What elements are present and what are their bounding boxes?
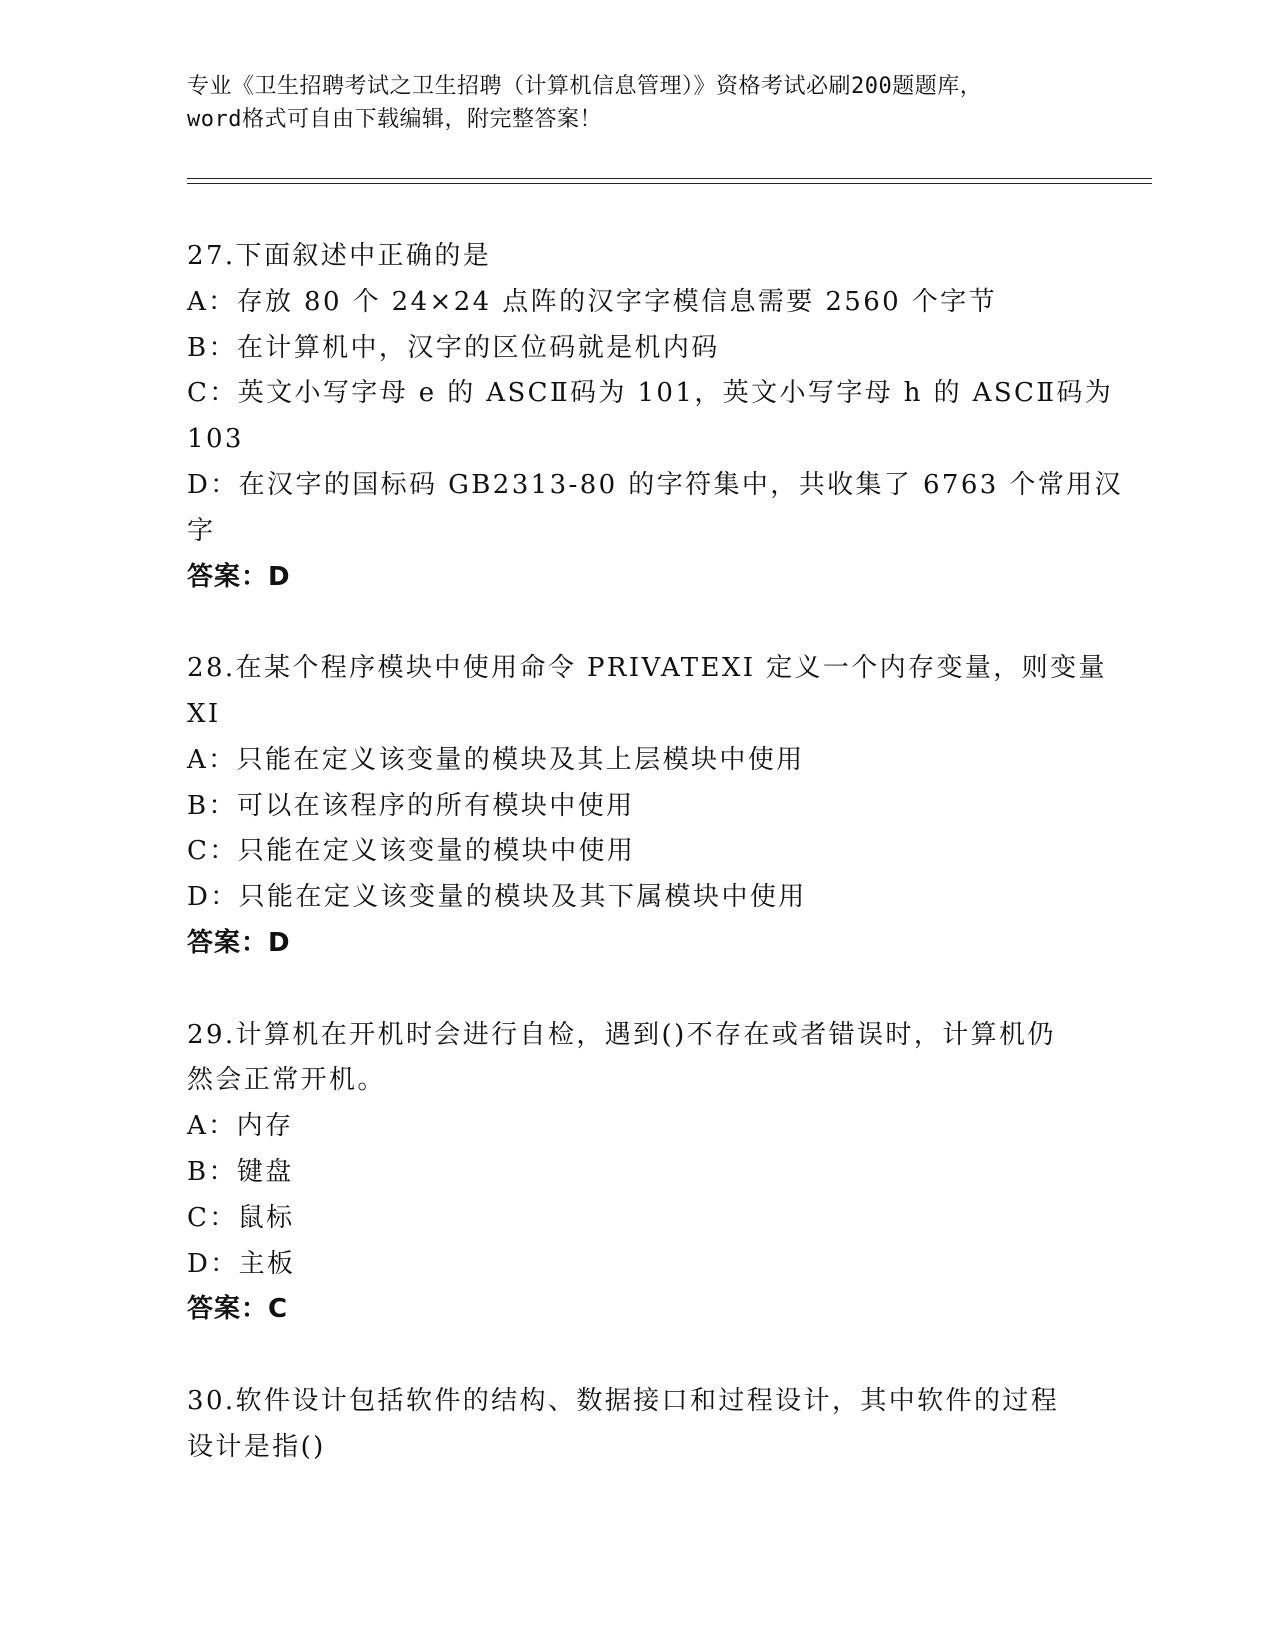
question-block [187,234,1123,600]
question-block [187,1013,1087,1334]
option-line: B：在计算机中，汉字的区位码就是机内码 [187,332,720,363]
option-line: A：内存 [187,1111,294,1142]
question-block [187,1379,1087,1471]
option-line: A：只能在定义该变量的模块及其上层模块中使用 [187,744,805,775]
option-line: 字 [187,515,216,546]
header-line-1: 专业《卫生招聘考试之卫生招聘（计算机信息管理）》资格考试必刷200题题库， [187,74,983,99]
question-stem-line: XI [187,698,221,729]
option-line: 103 [187,424,244,455]
option-line: D：只能在定义该变量的模块及其下属模块中使用 [187,882,807,913]
option-line: D：在汉字的国标码 GB2313-80 的字符集中，共收集了 6763 个常用汉 [187,469,1123,500]
question-block [187,646,1107,967]
header-line-2: word格式可自由下载编辑，附完整答案！ [187,107,602,132]
answer-line: 答案：D [187,561,291,592]
option-line: C：只能在定义该变量的模块中使用 [187,836,636,867]
document-header [187,70,1087,136]
option-line: C：英文小写字母 e 的 ASCⅡ码为 101，英文小写字母 h 的 ASCⅡ码为 [187,378,1114,409]
answer-line: 答案：C [187,1294,289,1325]
question-stem-line: 29.计算机在开机时会进行自检，遇到()不存在或者错误时，计算机仍 [187,1019,1056,1050]
question-stem-line: 设计是指() [187,1431,326,1462]
answer-line: 答案：D [187,927,291,958]
header-divider-top [187,178,1152,179]
question-stem-line: 然会正常开机。 [187,1065,386,1096]
option-line: B：键盘 [187,1156,294,1187]
question-stem-line: 30.软件设计包括软件的结构、数据接口和过程设计，其中软件的过程 [187,1385,1060,1416]
option-line: D：主板 [187,1248,296,1279]
option-line: B：可以在该程序的所有模块中使用 [187,790,635,821]
header-divider-bottom [187,183,1152,184]
option-line: C：鼠标 [187,1202,295,1233]
question-stem-line: 27.下面叙述中正确的是 [187,241,492,271]
option-line: A：存放 80 个 24×24 点阵的汉字字模信息需要 2560 个字节 [187,286,997,317]
question-list [187,234,1123,1471]
question-stem-line: 28.在某个程序模块中使用命令 PRIVATEXI 定义一个内存变量，则变量 [187,653,1107,684]
